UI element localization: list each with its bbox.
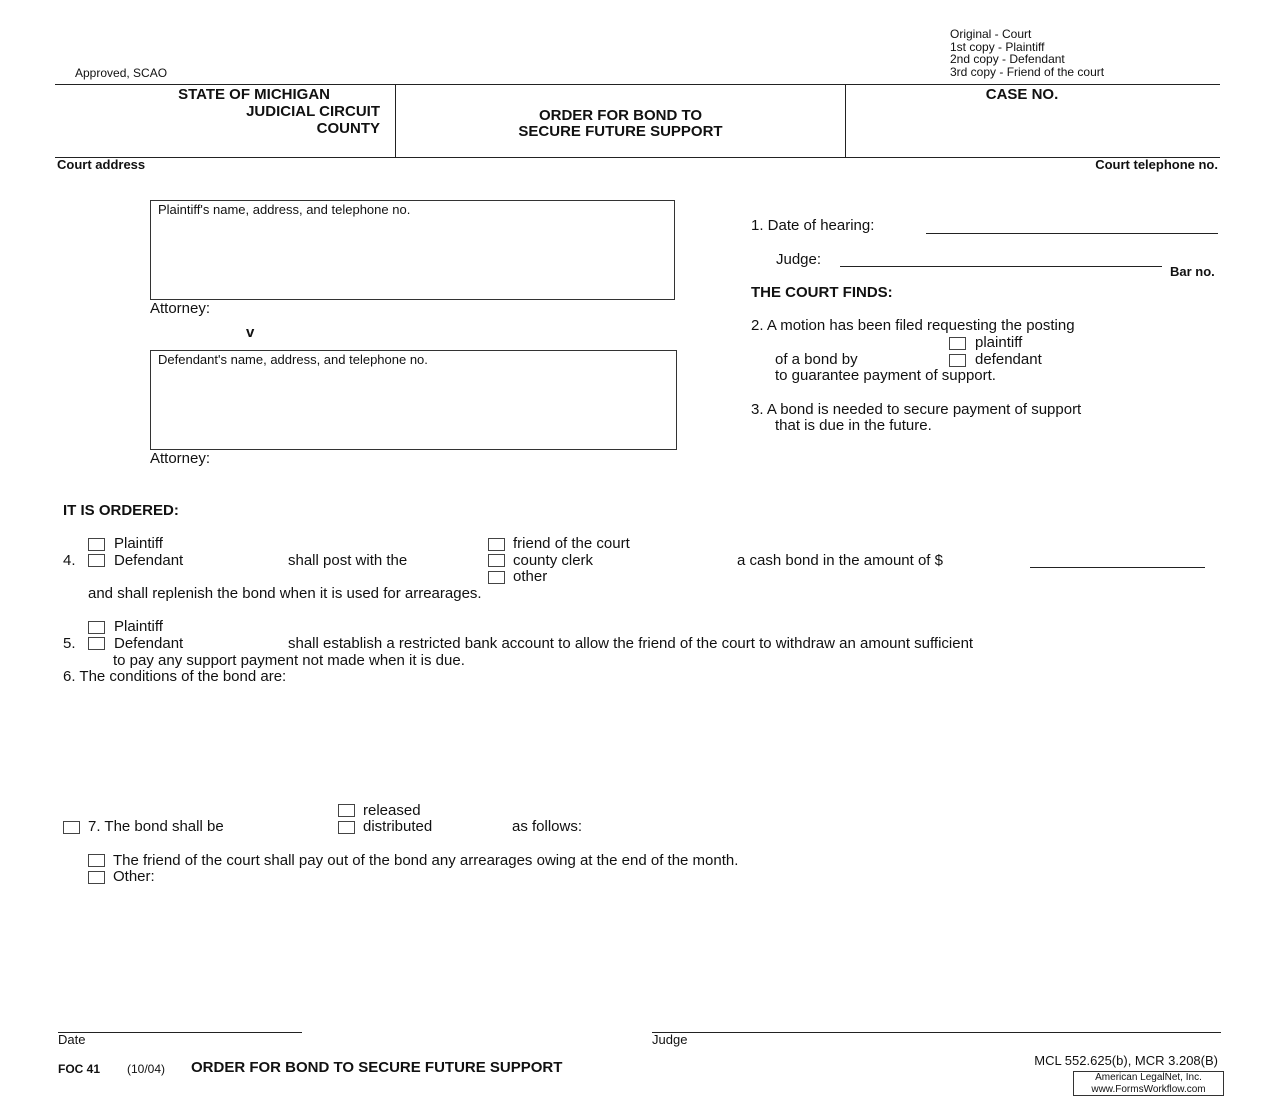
plaintiff-box[interactable]	[150, 200, 675, 300]
date-of-hearing-label: 1. Date of hearing:	[751, 217, 875, 234]
item-5-text1: shall establish a restricted bank account to allow the friend of the court to withdraw an amount sufficient	[288, 635, 974, 652]
item-5-number: 5.	[63, 635, 76, 652]
date-signature-line[interactable]	[58, 1032, 302, 1033]
county-label: COUNTY	[316, 120, 380, 137]
approved-note: Approved, SCAO	[75, 66, 168, 80]
copy-distribution	[950, 28, 1104, 78]
finding-2-defendant-label: defendant	[975, 351, 1042, 368]
item-7-option1-label: The friend of the court shall pay out of the bond any arrearages owing at the end of the month.	[113, 852, 739, 869]
form-title-line1: ORDER FOR BOND TO	[538, 107, 703, 124]
copy-first: 1st copy - Plaintiff	[950, 39, 1045, 54]
item-4-plaintiff-checkbox[interactable]	[88, 538, 105, 551]
finding-2-line3: to guarantee payment of support.	[775, 367, 996, 384]
finding-2-plaintiff-label: plaintiff	[975, 334, 1023, 351]
logo-line1: American LegalNet, Inc.	[1095, 1072, 1202, 1083]
ordered-heading: IT IS ORDERED:	[63, 502, 179, 519]
item-4-clerk-checkbox[interactable]	[488, 554, 505, 567]
copy-original: Original - Court	[950, 27, 1032, 41]
finding-3-line2: that is due in the future.	[775, 417, 932, 434]
finding-2-of-bond: of a bond by	[775, 351, 858, 368]
item-7-option2-checkbox[interactable]	[88, 871, 105, 884]
copy-third: 3rd copy - Friend of the court	[950, 64, 1105, 79]
judge-label: Judge:	[776, 251, 822, 268]
logo-line2: www.FormsWorkflow.com	[1091, 1084, 1206, 1095]
judge-signature-label: Judge	[652, 1032, 688, 1047]
item-4-foc-label: friend of the court	[513, 535, 630, 552]
item-7-option1-checkbox[interactable]	[88, 854, 105, 867]
item-4-defendant-label: Defendant	[114, 552, 184, 569]
form-title-line2: SECURE FUTURE SUPPORT	[518, 123, 723, 140]
defendant-box[interactable]	[150, 350, 677, 450]
item-4-plaintiff-label: Plaintiff	[114, 535, 163, 552]
item-4-other-label: other	[513, 568, 548, 585]
item-7-as-follows: as follows:	[512, 818, 583, 835]
judge-field[interactable]	[840, 266, 1162, 267]
item-4-cash-bond: a cash bond in the amount of $	[737, 552, 943, 569]
legalnet-logo	[1073, 1071, 1224, 1096]
item-7-option2-label: Other:	[113, 868, 155, 885]
finding-2-plaintiff-checkbox[interactable]	[949, 337, 966, 350]
item-7-distributed-label: distributed	[363, 818, 433, 835]
circuit-label: JUDICIAL CIRCUIT	[246, 103, 380, 120]
item-6-text: 6. The conditions of the bond are:	[63, 668, 287, 685]
case-no-label: CASE NO.	[985, 86, 1059, 103]
item-4-number: 4.	[63, 552, 76, 569]
item-7-checkbox[interactable]	[63, 821, 80, 834]
versus-label: v	[246, 324, 255, 341]
item-7-released-checkbox[interactable]	[338, 804, 355, 817]
copy-second: 2nd copy - Defendant	[950, 52, 1065, 66]
court-address-label: Court address	[57, 157, 146, 172]
defendant-box-label: Defendant's name, address, and telephone no.	[158, 352, 428, 367]
finding-3-line1: 3. A bond is needed to secure payment of support	[751, 401, 1082, 418]
item-4-foc-checkbox[interactable]	[488, 538, 505, 551]
item-7-distributed-checkbox[interactable]	[338, 821, 355, 834]
item-7-released-label: released	[363, 802, 421, 819]
item-4-shall-post: shall post with the	[288, 552, 408, 569]
item-5-plaintiff-label: Plaintiff	[114, 618, 163, 635]
item-4-defendant-checkbox[interactable]	[88, 554, 105, 567]
form-revision: (10/04)	[127, 1062, 166, 1076]
item-4-other-checkbox[interactable]	[488, 571, 505, 584]
finding-2-defendant-checkbox[interactable]	[949, 354, 966, 367]
date-signature-label: Date	[58, 1032, 86, 1047]
item-5-defendant-label: Defendant	[114, 635, 184, 652]
court-telephone-label: Court telephone no.	[1095, 157, 1218, 172]
item-4-clerk-label: county clerk	[513, 552, 594, 569]
finding-2-line1: 2. A motion has been filed requesting the posting	[751, 317, 1075, 334]
item-5-text2: to pay any support payment not made when it is due.	[113, 652, 465, 669]
item-4-amount-field[interactable]	[1030, 567, 1205, 568]
judge-signature-line[interactable]	[652, 1032, 1221, 1033]
item-7-label: 7. The bond shall be	[88, 818, 224, 835]
item-5-plaintiff-checkbox[interactable]	[88, 621, 105, 634]
plaintiff-attorney-label: Attorney:	[150, 300, 211, 317]
item-4-replenish: and shall replenish the bond when it is used for arrearages.	[88, 585, 482, 602]
defendant-attorney-label: Attorney:	[150, 450, 211, 467]
court-finds-heading: THE COURT FINDS:	[751, 284, 893, 301]
bar-no-label: Bar no.	[1170, 264, 1215, 279]
state-label: STATE OF MICHIGAN	[178, 86, 330, 103]
plaintiff-box-label: Plaintiff's name, address, and telephone no.	[158, 202, 411, 217]
item-5-defendant-checkbox[interactable]	[88, 637, 105, 650]
header-top-rule	[55, 84, 1220, 85]
footer-title: ORDER FOR BOND TO SECURE FUTURE SUPPORT	[191, 1059, 563, 1076]
date-of-hearing-field[interactable]	[926, 233, 1218, 234]
form-number: FOC 41	[58, 1062, 101, 1076]
footer-citation: MCL 552.625(b), MCR 3.208(B)	[1034, 1053, 1218, 1068]
